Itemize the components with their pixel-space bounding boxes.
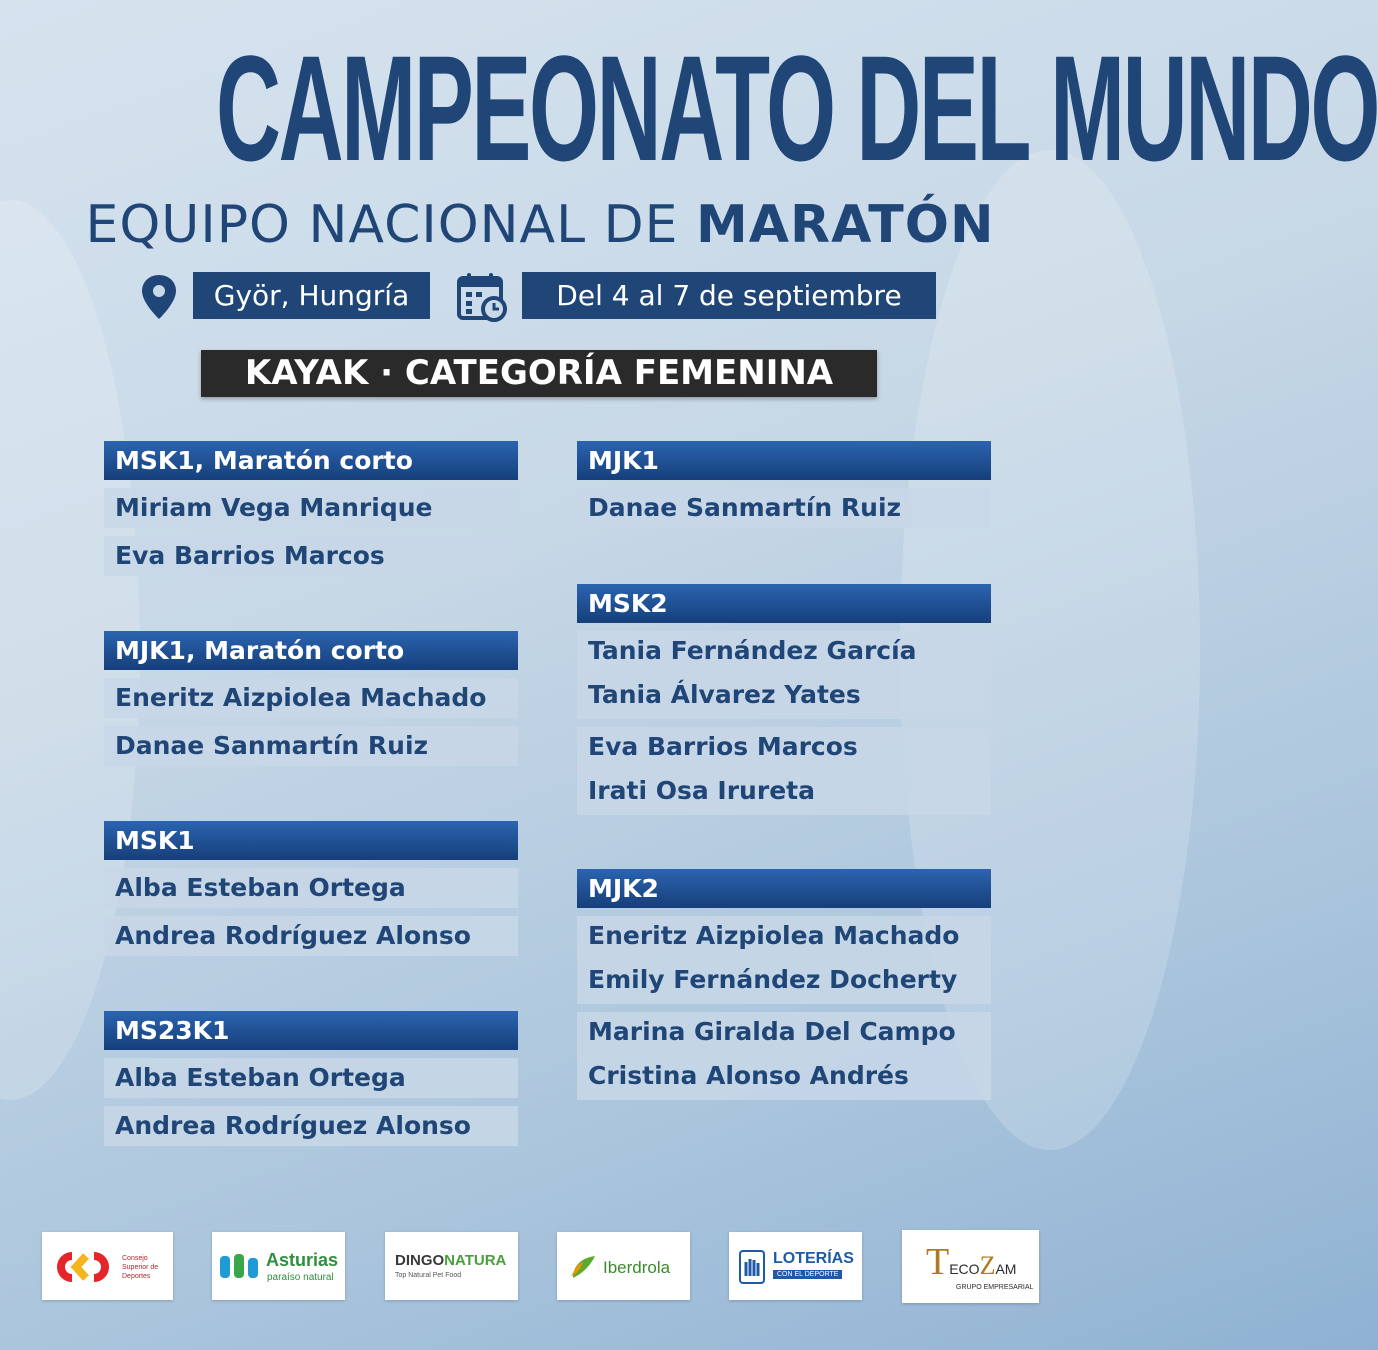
athlete-row: Tania Fernández García (577, 631, 991, 671)
event-group (577, 584, 991, 815)
dates-badge: Del 4 al 7 de septiembre (522, 272, 936, 319)
tecozam-z: Z (979, 1251, 996, 1280)
sponsor-dingonatura-logo (385, 1232, 518, 1300)
athlete-row: Eva Barrios Marcos (104, 536, 518, 576)
athlete-row: Irati Osa Irureta (577, 767, 991, 815)
asturias-name: Asturias (266, 1250, 339, 1270)
category-banner: KAYAK · CATEGORÍA FEMENINA (201, 350, 877, 397)
athlete-row: Miriam Vega Manrique (104, 488, 518, 528)
event-group (104, 631, 518, 766)
sponsor-asturias-logo (212, 1232, 345, 1300)
event-header: MSK1 (104, 821, 518, 860)
sponsor-loterias-logo (729, 1232, 862, 1300)
athlete-row: Andrea Rodríguez Alonso (104, 1106, 518, 1146)
tecozam-am: AM (995, 1261, 1017, 1277)
sponsor-iberdrola-logo (557, 1232, 690, 1300)
athlete-row: Alba Esteban Ortega (104, 868, 518, 908)
event-header: MS23K1 (104, 1011, 518, 1050)
tecozam-name (926, 1240, 1016, 1284)
page-subtitle (0, 193, 1080, 257)
athlete-row: Eneritz Aizpiolea Machado (577, 916, 991, 956)
iberdrola-name: Iberdrola (603, 1258, 671, 1277)
event-header: MSK2 (577, 584, 991, 623)
athlete-row: Marina Giralda Del Campo (577, 1012, 991, 1052)
event-header: MSK1, Maratón corto (104, 441, 518, 480)
location-badge: Györ, Hungría (193, 272, 430, 319)
page-title: CAMPEONATO DEL MUNDO (216, 24, 1378, 192)
event-group (104, 441, 518, 576)
iberdrola-leaf-icon (569, 1254, 599, 1280)
athlete-row: Danae Sanmartín Ruiz (104, 726, 518, 766)
event-header: MJK1, Maratón corto (104, 631, 518, 670)
sponsor-csd-logo (42, 1232, 173, 1300)
athlete-row: Emily Fernández Docherty (577, 956, 991, 1004)
asturias-mark-icon (220, 1252, 260, 1282)
dingonatura-name (395, 1252, 506, 1269)
athlete-row: Andrea Rodríguez Alonso (104, 916, 518, 956)
loterias-tagline: CON EL DEPORTE (773, 1270, 842, 1279)
subtitle-bold: MARATÓN (696, 195, 995, 255)
subtitle-regular: EQUIPO NACIONAL DE (85, 195, 697, 255)
loterias-hand-icon (739, 1250, 765, 1284)
csd-mark-icon (50, 1252, 116, 1282)
tecozam-tagline: GRUPO EMPRESARIAL (956, 1284, 1034, 1291)
athlete-row: Tania Álvarez Yates (577, 671, 991, 719)
event-header: MJK1 (577, 441, 991, 480)
sponsor-tecozam-logo (902, 1230, 1039, 1303)
csd-label: Consejo Superior de Deportes (122, 1255, 159, 1280)
event-group (104, 821, 518, 956)
tecozam-eco: ECO (949, 1261, 980, 1277)
event-group (104, 1011, 518, 1146)
loterias-name: LOTERÍAS (773, 1250, 854, 1267)
event-header: MJK2 (577, 869, 991, 908)
event-group (577, 869, 991, 1100)
calendar-clock-icon (456, 272, 508, 322)
dingonatura-name-a: DINGO (395, 1252, 445, 1269)
athlete-row: Eneritz Aizpiolea Machado (104, 678, 518, 718)
sponsor-bar (0, 1230, 1080, 1305)
athlete-row: Cristina Alonso Andrés (577, 1052, 991, 1100)
event-group (577, 441, 991, 528)
asturias-tagline: paraíso natural (267, 1272, 334, 1283)
athlete-row: Alba Esteban Ortega (104, 1058, 518, 1098)
map-pin-icon (140, 274, 178, 320)
tecozam-t: T (926, 1241, 950, 1283)
athlete-row: Danae Sanmartín Ruiz (577, 488, 991, 528)
dingonatura-name-b: NATURA (444, 1252, 507, 1269)
athlete-row: Eva Barrios Marcos (577, 727, 991, 767)
dingonatura-tagline: Top Natural Pet Food (395, 1272, 462, 1279)
